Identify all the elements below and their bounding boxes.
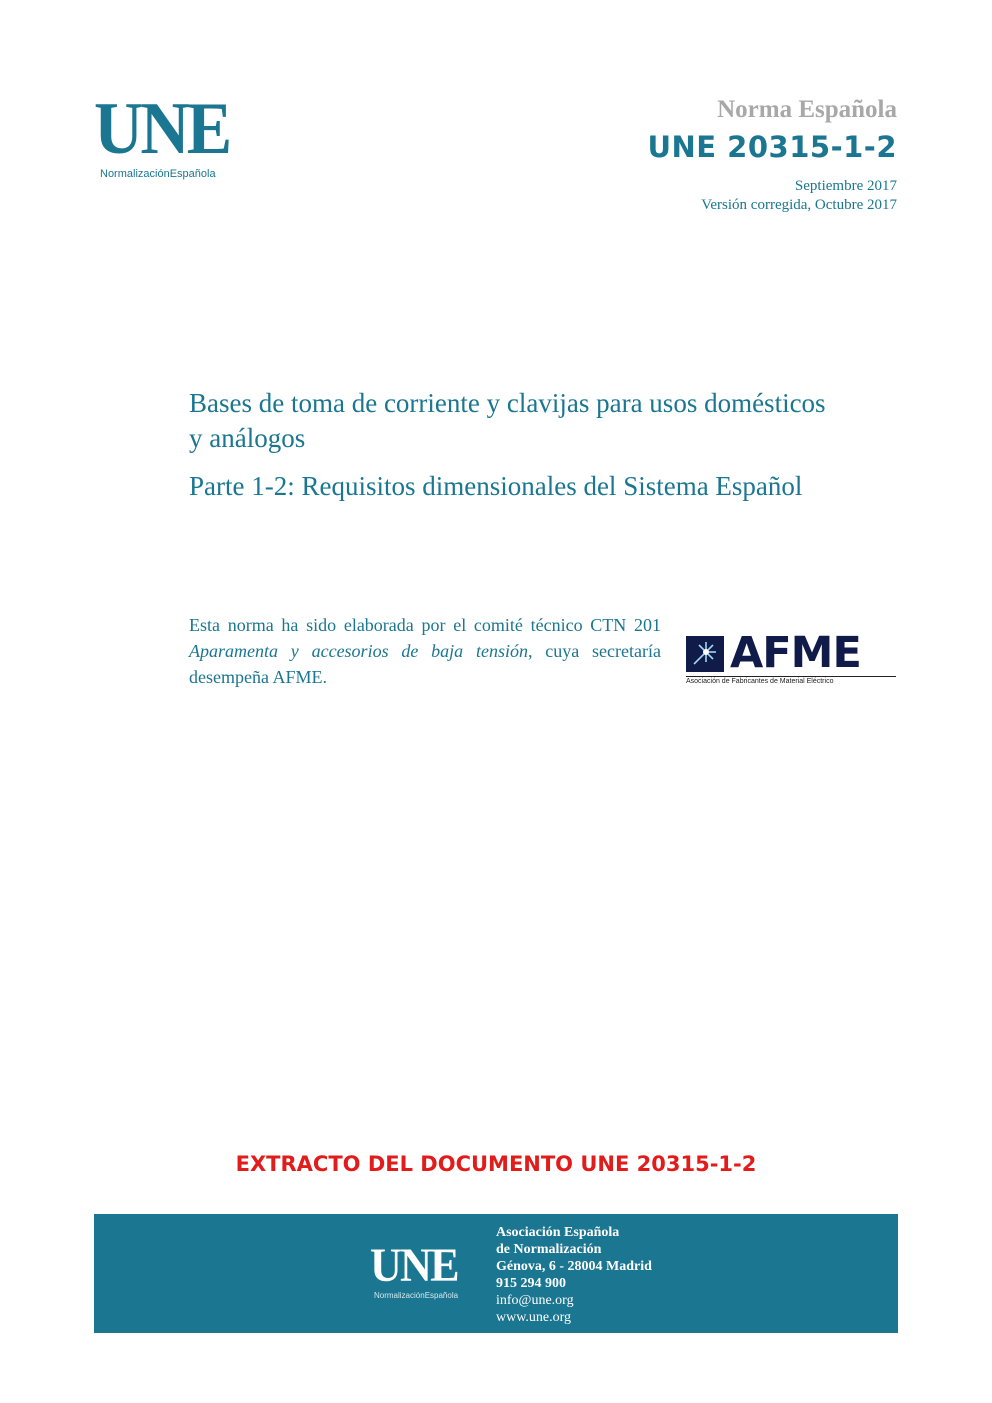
committee-text-before: Esta norma ha sido elaborada por el comité técnico CTN 201 [189,615,661,635]
document-title: Bases de toma de corriente y clavijas para usos domésticos y análogos [189,388,826,453]
version-date: Versión corregida, Octubre 2017 [701,197,897,213]
document-title-block [189,386,829,504]
une-logo-tagline-b: Española [169,168,216,180]
norma-label: Norma Española [717,96,897,123]
afme-star-icon [686,636,724,672]
footer-band [94,1214,898,1333]
org-address: Génova, 6 - 28004 Madrid [496,1259,652,1274]
afme-logo [686,628,896,688]
extract-notice: EXTRACTO DEL DOCUMENTO UNE 20315-1-2 [235,1152,757,1176]
une-logo-wordmark: UNE [94,88,230,170]
publication-date: Septiembre 2017 [794,178,897,194]
org-phone: 915 294 900 [496,1276,566,1291]
une-logo [94,88,241,180]
footer-une-wordmark: UNE [370,1239,458,1292]
footer-tagline-a: Normalización [374,1291,425,1300]
footer-une-tagline [374,1291,465,1300]
une-logo-tagline-a: Normalización [100,168,170,180]
norma-code: UNE 20315-1-2 [647,130,897,164]
org-email-link[interactable]: info@une.org [496,1293,574,1308]
org-name-line1: Asociación Española [496,1225,620,1240]
footer-contact [496,1224,652,1326]
afme-subtitle: Asociación de Fabricantes de Material Eléctrico [686,676,896,685]
org-web-link[interactable]: www.une.org [496,1310,572,1325]
document-part-title: Parte 1-2: Requisitos dimensionales del Sistema Español [189,471,803,501]
afme-wordmark: AFME [730,628,861,678]
committee-statement [189,612,661,690]
footer-tagline-b: Española [424,1291,459,1300]
committee-name: Aparamenta y accesorios de baja tensión [189,641,528,661]
committee-text-after: , cuya secretaría desempeña AFME. [189,641,661,687]
org-name-line2: de Normalización [496,1242,602,1257]
document-header [647,96,897,214]
footer-une-logo [370,1239,465,1300]
